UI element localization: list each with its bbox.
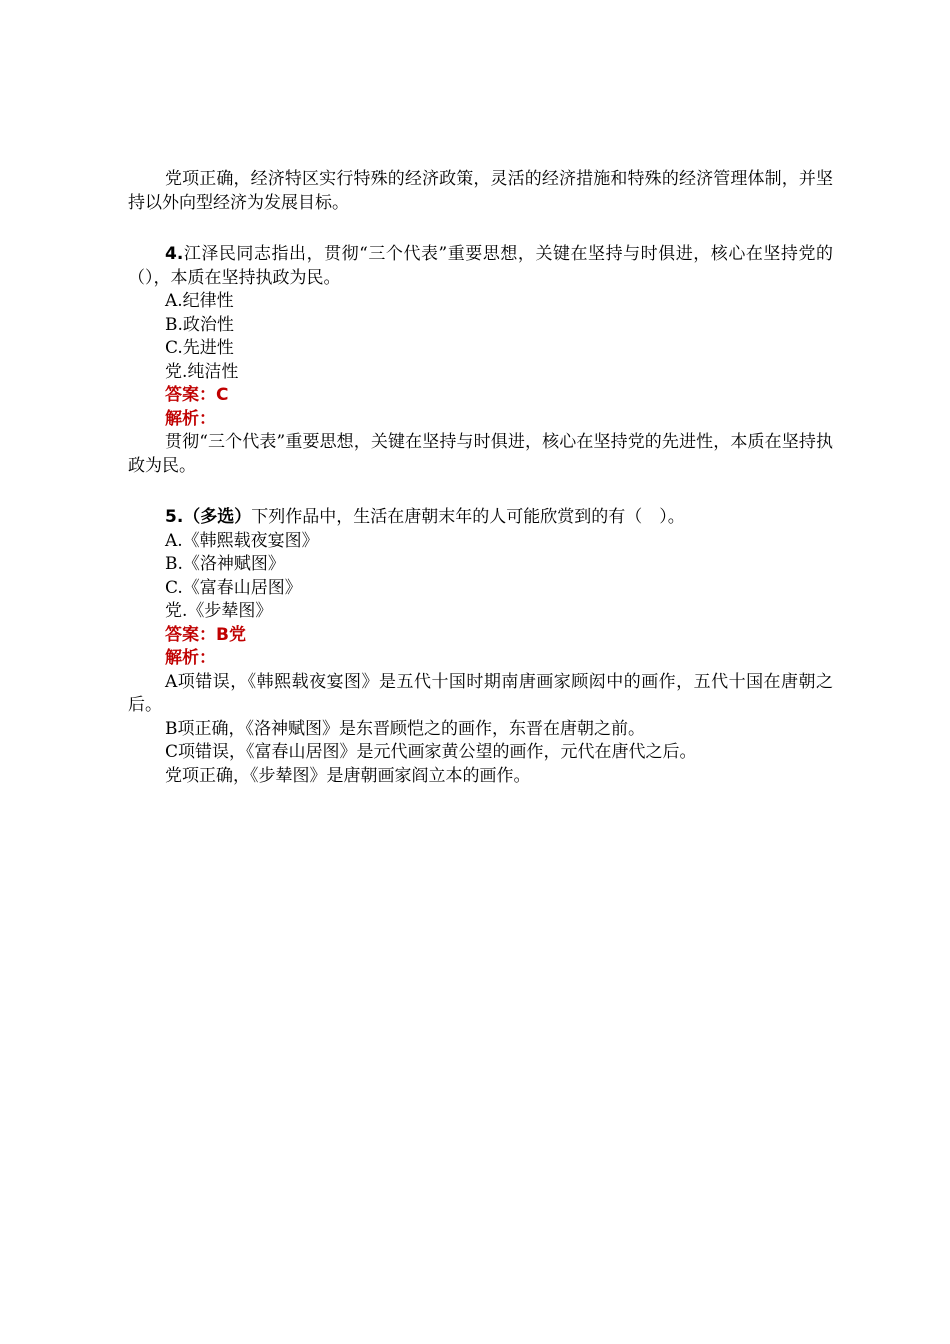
question-5-analysis-label: 解析： [165,648,216,668]
question-5-analysis-d: 党项正确，《步辇图》是唐朝画家阎立本的画作。 [165,765,531,786]
question-5-analysis-c: C项错误，《富春山居图》是元代画家黄公望的画作，元代在唐代之后。 [165,742,697,762]
question-5-analysis-b: B项正确，《洛神赋图》是东晋顾恺之的画作，东晋在唐朝之前。 [165,718,645,739]
question-4-option-b: B.政治性 [165,314,234,335]
question-4-stem [128,243,833,290]
question-4-analysis-text: 贯彻“三个代表”重要思想，关键在坚持与时俱进，核心在坚持党的先进性，本质在坚持执政为民。 [128,432,833,476]
intro-paragraph: 党项正确，经济特区实行特殊的经济政策，灵活的经济措施和特殊的经济管理体制，并坚持以外向型经济为发展目标。 [128,169,833,213]
question-4-option-c: C.先进性 [165,338,234,358]
question-5-stem [128,506,833,530]
question-5-option-d: 党.《步辇图》 [165,601,273,621]
question-5-option-b: B.《洛神赋图》 [165,554,285,574]
spacer [128,478,833,506]
question-4-answer: 答案：C [165,385,229,405]
question-4 [128,243,833,478]
question-4-text: 江泽民同志指出，贯彻“三个代表”重要思想，关键在坚持与时俱进，核心在坚持党的（），本质在坚持执政为民。 [128,244,833,288]
question-4-option-d: 党.纯洁性 [165,361,239,382]
question-5-answer: 答案：B党 [165,624,246,645]
spacer [128,215,833,243]
question-5-option-a: A.《韩熙载夜宴图》 [165,530,319,551]
document-content [128,168,833,788]
question-5-text: 下列作品中，生活在唐朝末年的人可能欣赏到的有（ ）。 [251,507,685,527]
question-4-number: 4. [165,244,184,264]
question-5-option-c: C.《富春山居图》 [165,577,302,598]
question-5 [128,506,833,788]
question-5-tag: （多选） [183,507,252,527]
question-4-analysis-label: 解析： [165,408,216,429]
question-5-analysis-a: A项错误，《韩熙载夜宴图》是五代十国时期南唐画家顾闳中的画作，五代十国在唐朝之后。 [128,671,833,715]
question-4-option-a: A.纪律性 [165,291,234,311]
question-5-number: 5. [165,507,184,527]
